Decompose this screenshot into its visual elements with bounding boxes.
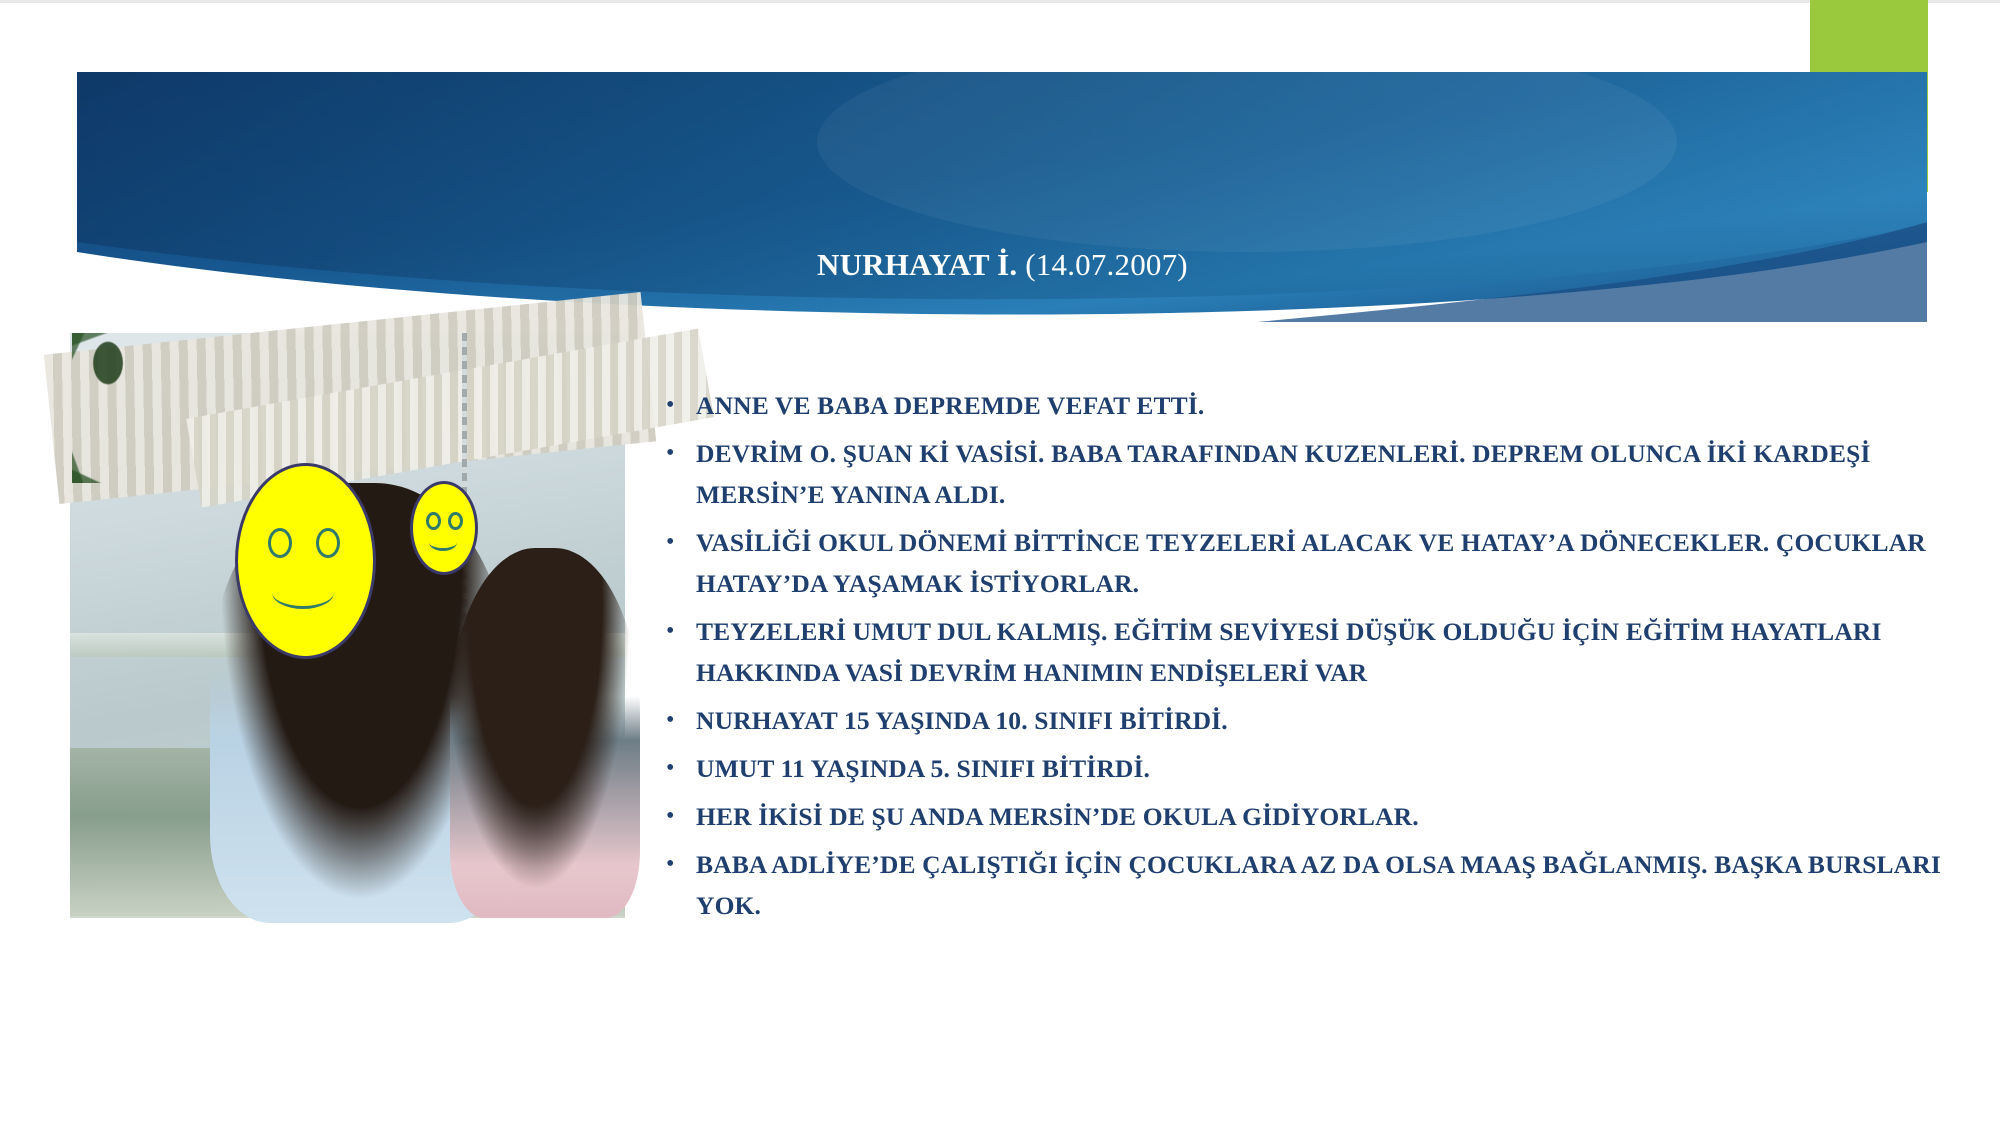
title-banner (77, 72, 1927, 348)
smiley-mouth (429, 534, 457, 551)
bullet-glyph: • (666, 529, 675, 555)
bullet-text: UMUT 11 YAŞINDA 5. SINIFI BİTİRDİ. (696, 754, 1151, 783)
list-item (660, 796, 1960, 837)
list-item (660, 748, 1960, 789)
bullet-text: VASİLİĞİ OKUL DÖNEMİ BİTTİNCE TEYZELERİ ALACAK VE HATAY’A DÖNECEKLER. ÇOCUKLAR HATAY’DA YAŞAMAK İSTİYORLAR. (696, 528, 1926, 598)
smiley-eye-right (448, 512, 463, 530)
list-item (660, 522, 1960, 604)
smiley-eye-left (426, 512, 441, 530)
children-photo (70, 333, 625, 916)
smiley-eye-right (316, 528, 340, 558)
person-1-name: NURHAYAT İ. (817, 247, 1018, 282)
smiley-mouth (272, 576, 334, 609)
list-item (660, 433, 1960, 515)
banner-line-1 (817, 232, 1188, 298)
bullet-glyph: • (666, 392, 675, 418)
bullet-text: TEYZELERİ UMUT DUL KALMIŞ. EĞİTİM SEVİYESİ DÜŞÜK OLDUĞU İÇİN EĞİTİM HAYATLARI HAKKINDA VASİ DEVRİM HANIMIN ENDİŞELERİ VAR (696, 617, 1882, 687)
person-2-date: (28.01.2012) (948, 313, 1111, 348)
smiley-eye-left (268, 528, 292, 558)
bullet-glyph: • (666, 707, 675, 733)
bullet-glyph: • (666, 618, 675, 644)
list-item (660, 700, 1960, 741)
bullet-text: BABA ADLİYE’DE ÇALIŞTIĞI İÇİN ÇOCUKLARA AZ DA OLSA MAAŞ BAĞLANMIŞ. BAŞKA BURSLARI YOK. (696, 850, 1941, 920)
photo-child-girl (450, 548, 640, 918)
smiley-face-icon-small (410, 481, 478, 575)
bullet-glyph: • (666, 755, 675, 781)
bullet-text: NURHAYAT 15 YAŞINDA 10. SINIFI BİTİRDİ. (696, 706, 1228, 735)
bullet-list (660, 385, 1960, 933)
smiley-face-icon-large (235, 463, 376, 659)
person-2-name: UMUT İ. (817, 313, 941, 348)
bullet-glyph: • (666, 803, 675, 829)
bullet-text: HER İKİSİ DE ŞU ANDA MERSİN’DE OKULA GİDİYORLAR. (696, 802, 1419, 831)
bullet-text: DEVRİM O. ŞUAN Kİ VASİSİ. BABA TARAFINDAN KUZENLERİ. DEPREM OLUNCA İKİ KARDEŞİ MERSİN’E YANINA ALDI. (696, 439, 1871, 509)
banner-line-2 (817, 298, 1188, 364)
list-item (660, 844, 1960, 926)
bullet-glyph: • (666, 851, 675, 877)
bullet-text: ANNE VE BABA DEPREMDE VEFAT ETTİ. (696, 391, 1205, 420)
person-1-date: (14.07.2007) (1025, 247, 1188, 282)
banner-text-block (817, 232, 1188, 364)
bullet-glyph: • (666, 440, 675, 466)
slide-top-edge (0, 0, 2000, 3)
list-item (660, 611, 1960, 693)
photo-palm-tree (72, 333, 192, 483)
list-item (660, 385, 1960, 426)
